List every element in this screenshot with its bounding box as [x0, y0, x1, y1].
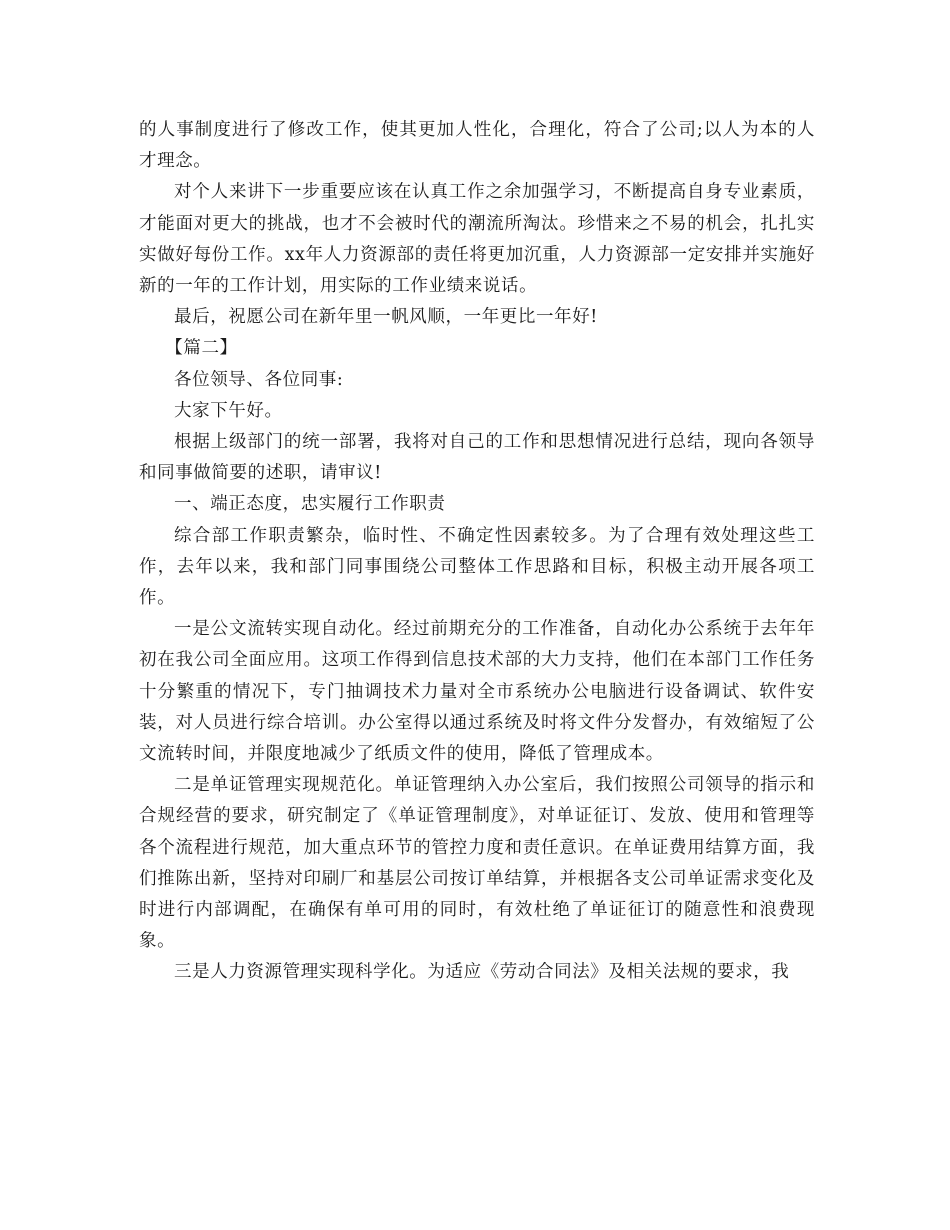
paragraph-document-automation: 一是公文流转实现自动化。经过前期充分的工作准备，自动化办公系统于去年年初在我公司全面应用。这项工作得到信息技术部的大力支持，他们在本部门工作任务十分繁重的情况下，专门抽调技术力量对全市系统办公电脑进行设备调试、软件安装，对人员进行综合培训。办公室得以通过系统及时将文件分发督办，有效缩短了公文流转时间，并限度地减少了纸质文件的使用，降低了管理成本。	[139, 619, 815, 765]
paragraph-next-steps: 对个人来讲下一步重要应该在认真工作之余加强学习，不断提高自身专业素质，才能面对更大的挑战，也才不会被时代的潮流所淘汰。珍惜来之不易的机会，扎扎实实做好每份工作。xx年人力资源部的责任将更加沉重，人力资源部一定安排并实施好新的一年的工作计划，用实际的工作业绩来说话。	[139, 182, 815, 297]
paragraph-hr-management: 三是人力资源管理实现科学化。为适应《劳动合同法》及相关法规的要求，我	[174, 962, 790, 983]
paragraph-department-duties: 综合部工作职责繁杂，临时性、不确定性因素较多。为了合理有效处理这些工作，去年以来，我和部门同事围绕公司整体工作思路和目标，积极主动开展各项工作。	[139, 525, 815, 609]
document-body	[139, 115, 815, 989]
paragraph-voucher-management: 二是单证管理实现规范化。单证管理纳入办公室后，我们按照公司领导的指示和合规经营的要求，研究制定了《单证管理制度》，对单证征订、发放、使用和管理等各个流程进行规范，加大重点环节的管控力度和责任意识。在单证费用结算方面，我们推陈出新，坚持对印刷厂和基层公司按订单结算，并根据各支公司单证需求变化及时进行内部调配，在确保有单可用的同时，有效杜绝了单证征订的随意性和浪费现象。	[139, 775, 815, 952]
greeting: 大家下午好。	[174, 400, 283, 421]
section-heading-part-two: 【篇二】	[165, 338, 238, 359]
section-heading-one: 一、端正态度，忠实履行工作职责	[174, 494, 446, 515]
paragraph-continued: 的人事制度进行了修改工作，使其更加人性化，合理化，符合了公司;以人为本的人才理念。	[139, 120, 815, 172]
paragraph-closing-wish: 最后，祝愿公司在新年里一帆风顺，一年更比一年好!	[174, 307, 598, 328]
salutation: 各位领导、各位同事:	[174, 369, 344, 390]
paragraph-introduction: 根据上级部门的统一部署，我将对自己的工作和思想情况进行总结，现向各领导和同事做简要的述职，请审议!	[139, 432, 815, 484]
